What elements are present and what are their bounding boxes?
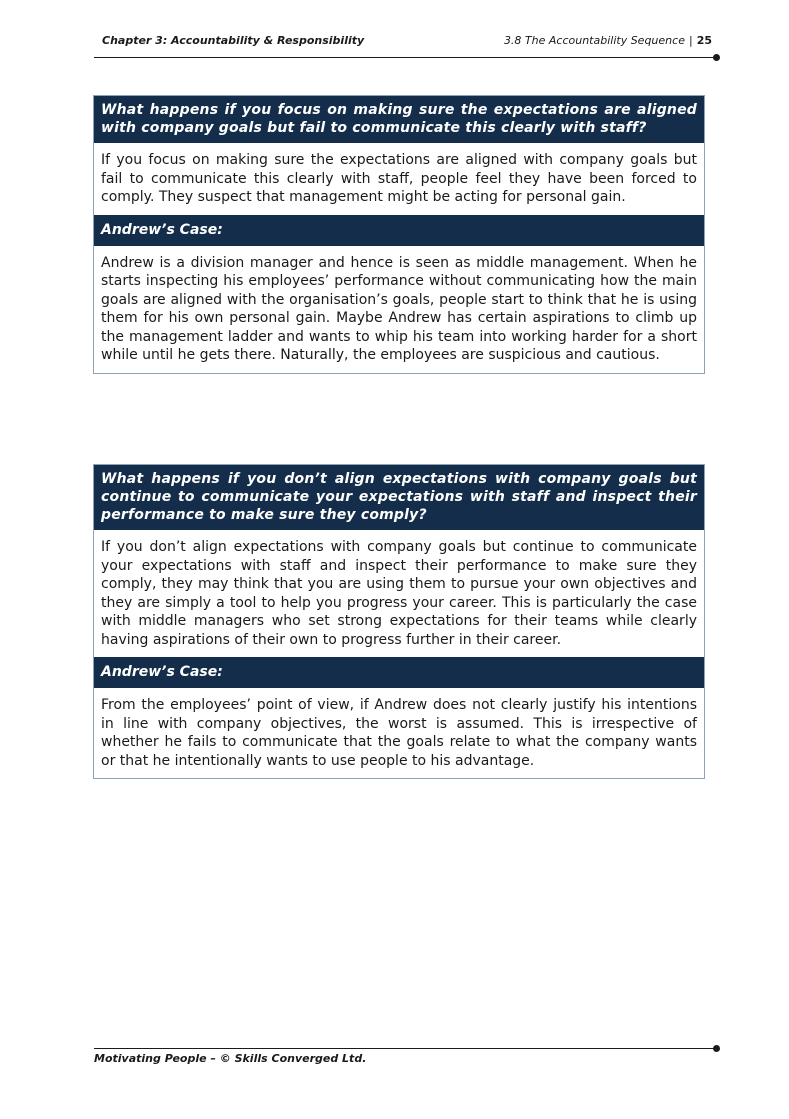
case-heading: Andrew’s Case:: [94, 215, 704, 246]
footer-rule: [94, 1048, 716, 1049]
chapter-title: Chapter 3: Accountability & Responsibility: [102, 34, 365, 47]
section-title: 3.8 The Accountability Sequence: [503, 34, 685, 47]
case-heading: Andrew’s Case:: [94, 657, 704, 688]
page-number: 25: [696, 34, 712, 47]
header-rule: [94, 57, 716, 58]
case-text: From the employees’ point of view, if Andrew does not clearly justify his intentions in line with company objectives, the worst is assumed. This is irrespective of whether he fails to communicate that the goals relate to what the company wants or that he intentionally wants to use people to his advantage.: [101, 697, 697, 769]
section-and-page: [504, 34, 712, 47]
qa-box-2: [93, 464, 705, 779]
footer-rule-dot: [713, 1045, 720, 1052]
answer-text: If you don’t align expectations with company goals but continue to communicate your expectations with staff and inspect their performance to make sure they comply, they may think that you are using them to pursue your own objectives and they are simply a tool to help you progress your career. This is particularly the case with middle managers who set strong expectations for their teams while clearly having aspirations of their own to progress further in their career.: [101, 539, 697, 648]
header-separator: |: [688, 34, 693, 47]
header-rule-dot: [713, 54, 720, 61]
question-heading: What happens if you don’t align expectations with company goals but continue to communicate your expectations with staff and inspect their performance to make sure they comply?: [94, 465, 704, 530]
case-text: Andrew is a division manager and hence is seen as middle management. When he starts inspecting his employees’ performance without communicating how the main goals are aligned with the organisation’s goals, people start to think that he is using them for his own personal gain. Maybe Andrew has certain aspirations to climb up the management ladder and wants to whip his team into working harder for a short while until he gets there. Naturally, the employees are suspicious and cautious.: [101, 254, 697, 363]
page-header: [94, 34, 714, 52]
answer-text: If you focus on making sure the expectations are aligned with company goals but fail to communicate this clearly with staff, people feel they have been forced to comply. They suspect that management might be acting for personal gain.: [101, 152, 697, 205]
question-heading: What happens if you focus on making sure the expectations are aligned with company goals but fail to communicate this clearly with staff?: [94, 96, 704, 143]
qa-box-1: [93, 95, 705, 374]
page-footer: Motivating People – © Skills Converged Ltd.: [94, 1052, 367, 1065]
